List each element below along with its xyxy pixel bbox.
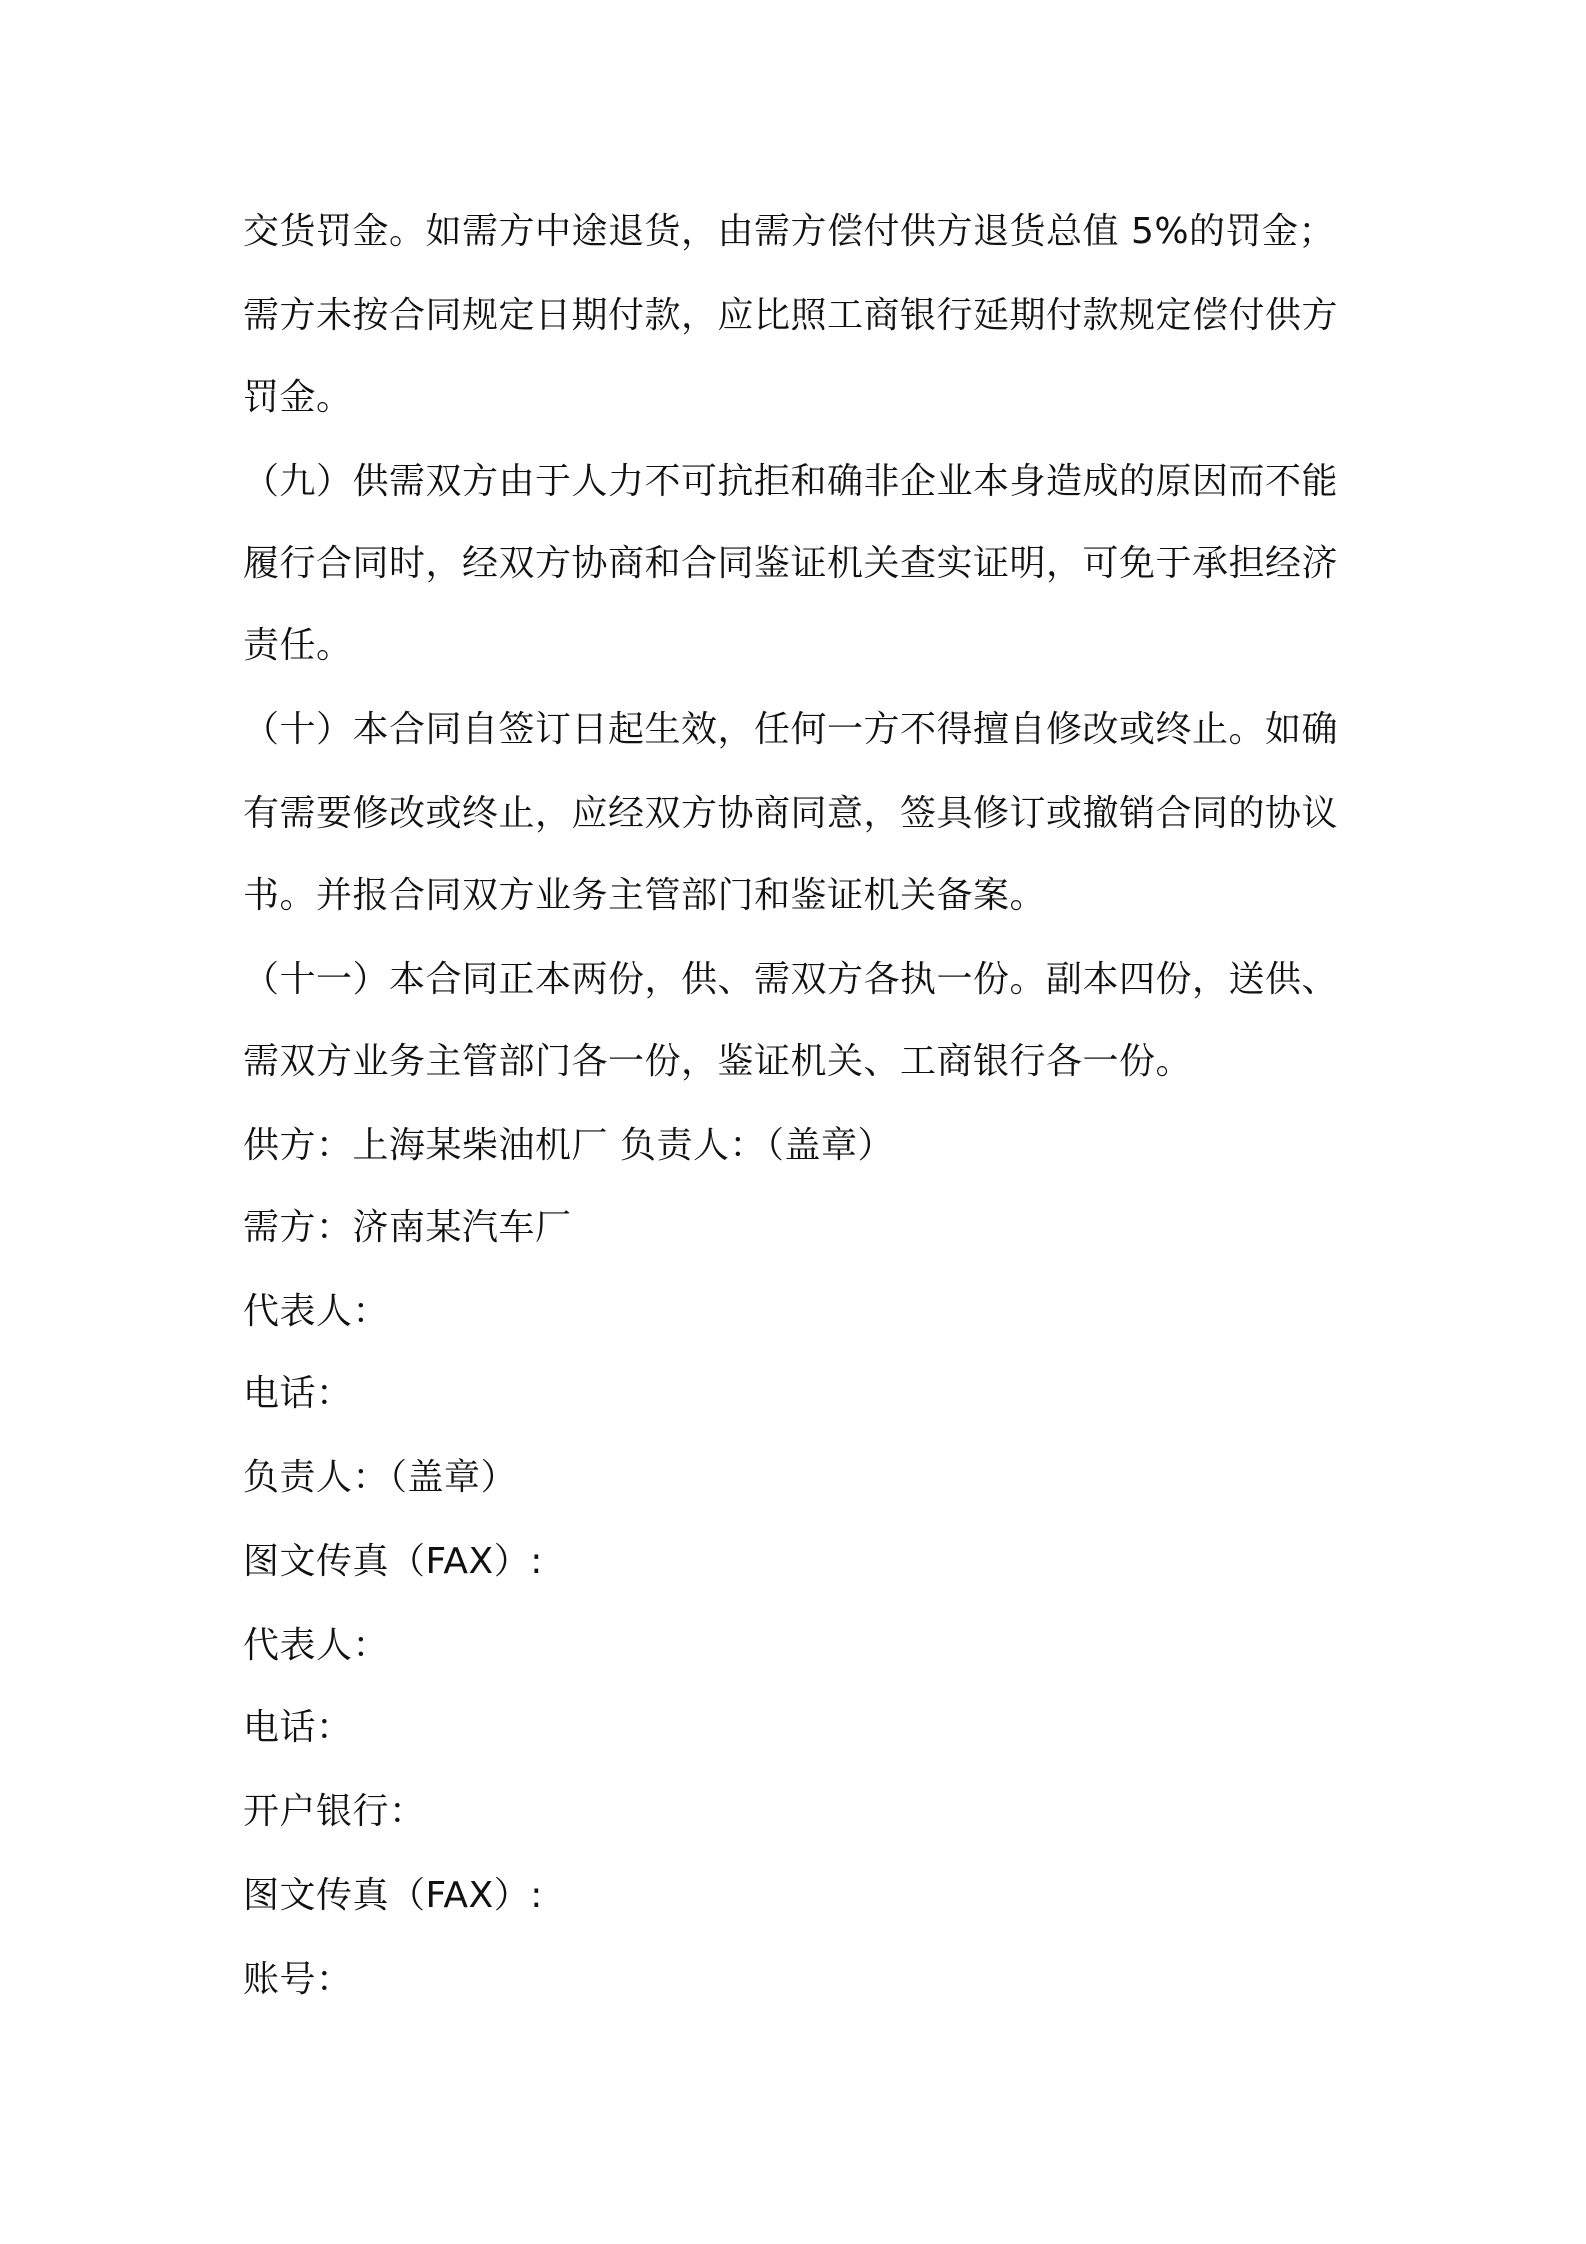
text-line: （十一）本合同正本两份，供、需双方各执一份。副本四份，送供、 — [243, 959, 1339, 1000]
text-line: 代表人： — [243, 1625, 390, 1666]
text-line: 开户银行： — [243, 1791, 426, 1832]
text-line: 负责人：（盖章） — [243, 1457, 518, 1498]
text-line: 责任。 — [243, 625, 353, 666]
text-line: 图文传真（FAX）: — [243, 1875, 543, 1916]
text-line: 需方：济南某汽车厂 — [243, 1207, 572, 1248]
text-line: 账号： — [243, 1959, 353, 2000]
text-line: 图文传真（FAX）: — [243, 1541, 543, 1582]
text-line: 罚金。 — [243, 377, 353, 418]
text-line: （十）本合同自签订日起生效，任何一方不得擅自修改或终止。如确 — [243, 709, 1339, 750]
text-line: 有需要修改或终止，应经双方协商同意，签具修订或撤销合同的协议 — [243, 793, 1339, 834]
text-line: 供方：上海某柴油机厂 负责人：（盖章） — [243, 1125, 894, 1166]
text-line: 电话： — [243, 1373, 353, 1414]
text-line: 电话： — [243, 1707, 353, 1748]
text-line: （九）供需双方由于人力不可抗拒和确非企业本身造成的原因而不能 — [243, 461, 1339, 502]
text-line: 交货罚金。如需方中途退货，由需方偿付供方退货总值 5%的罚金； — [243, 211, 1336, 252]
text-line: 代表人： — [243, 1291, 390, 1332]
text-line: 需方未按合同规定日期付款，应比照工商银行延期付款规定偿付供方 — [243, 295, 1339, 336]
text-line: 履行合同时，经双方协商和合同鉴证机关查实证明，可免于承担经济 — [243, 543, 1339, 584]
text-line: 书。并报合同双方业务主管部门和鉴证机关备案。 — [243, 875, 1047, 916]
text-line: 需双方业务主管部门各一份，鉴证机关、工商银行各一份。 — [243, 1041, 1193, 1082]
